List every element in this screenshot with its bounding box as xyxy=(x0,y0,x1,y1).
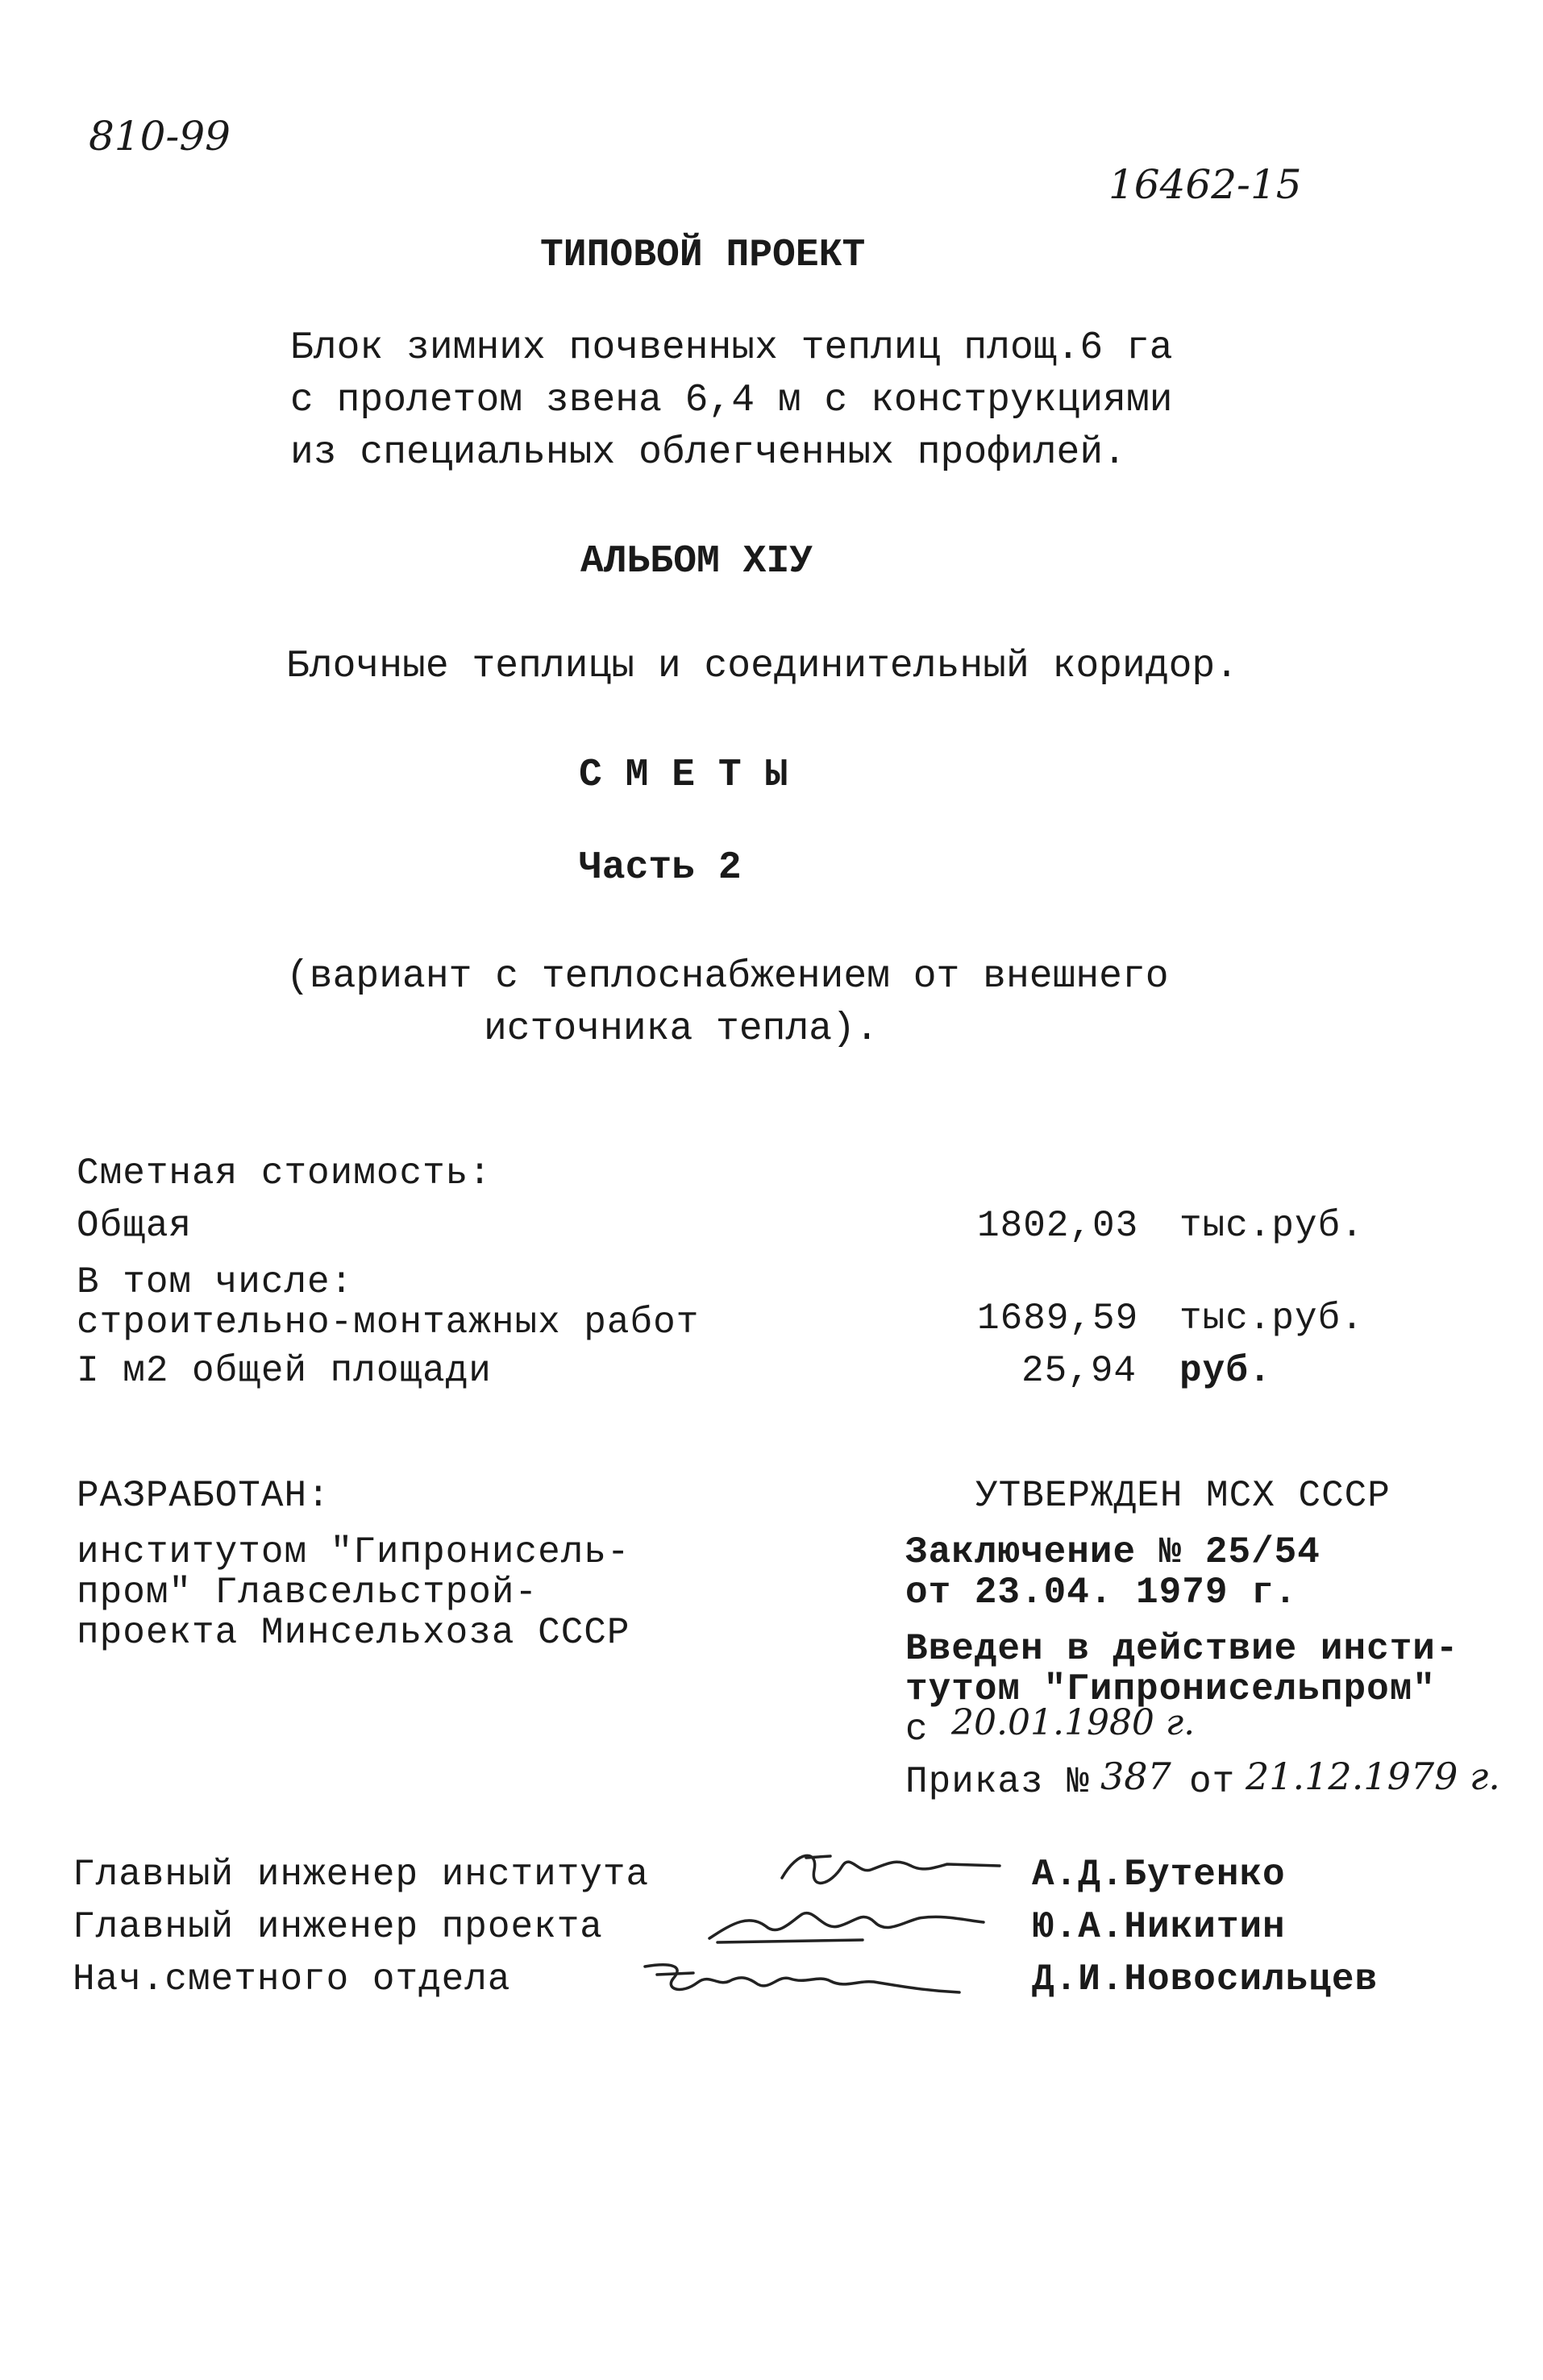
signatory-name-2: Ю.А.Никитин xyxy=(1032,1906,1286,1948)
introduced-since-date: 20.01.1980 г. xyxy=(951,1702,1196,1743)
introduced-since-prefix: с xyxy=(905,1709,929,1751)
signature-1 xyxy=(774,1842,1008,1898)
cost-heading: Сметная стоимость: xyxy=(77,1153,492,1194)
introduced-line-2: тутом "Гипронисельпром" xyxy=(905,1668,1436,1710)
cost-smr-label: строительно-монтажных работ xyxy=(77,1302,700,1344)
order-date: 21.12.1979 г. xyxy=(1246,1755,1500,1798)
album-subject: Блочные теплицы и соединительный коридор. xyxy=(286,645,1238,688)
developed-line-1: институтом "Гипронисель- xyxy=(77,1531,630,1573)
signature-2 xyxy=(701,1898,992,1954)
cost-total-value: 1802,03 xyxy=(977,1205,1139,1247)
developed-line-3: проекта Минсельхоза СССР xyxy=(77,1612,630,1654)
cost-m2-unit: руб. xyxy=(1179,1350,1272,1392)
introduced-line-1: Введен в действие инсти- xyxy=(905,1628,1459,1670)
document-title: ТИПОВОЙ ПРОЕКТ xyxy=(540,234,866,277)
order-number: 387 xyxy=(1100,1755,1171,1798)
signatory-name-1: А.Д.Бутенко xyxy=(1032,1854,1286,1896)
part-number: Часть 2 xyxy=(579,846,742,890)
signatory-role-3: Нач.сметного отдела xyxy=(73,1958,511,2000)
approved-conclusion: Заключение № 25/54 xyxy=(905,1531,1320,1573)
estimates-heading: С М Е Т Ы xyxy=(579,754,788,797)
approved-date: от 23.04. 1979 г. xyxy=(905,1572,1298,1614)
variant-line-1: (вариант с теплоснабжением от внешнего xyxy=(286,955,1169,999)
signature-3 xyxy=(637,1950,967,2007)
developed-line-2: пром" Главсельстрой- xyxy=(77,1572,539,1614)
cost-smr-unit: тыс.руб. xyxy=(1179,1298,1364,1340)
cost-total-unit: тыс.руб. xyxy=(1179,1205,1364,1247)
order-prefix: Приказ № xyxy=(905,1761,1090,1803)
developed-heading: РАЗРАБОТАН: xyxy=(77,1475,331,1517)
cost-including: В том числе: xyxy=(77,1261,354,1303)
cost-m2-label: I м2 общей площади xyxy=(77,1350,492,1392)
description-line-1: Блок зимних почвенных теплиц площ.6 га xyxy=(290,326,1173,370)
cost-smr-value: 1689,59 xyxy=(977,1298,1139,1340)
cost-total-label: Общая xyxy=(77,1205,193,1247)
approved-heading: УТВЕРЖДЕН МСХ СССР xyxy=(975,1475,1391,1517)
cost-m2-value: 25,94 xyxy=(1021,1350,1137,1392)
description-line-2: с пролетом звена 6,4 м с конструкциями xyxy=(290,379,1173,422)
album-number: АЛЬБОМ XIУ xyxy=(580,540,813,584)
handwritten-number-right: 16462-15 xyxy=(1108,161,1302,208)
description-line-3: из специальных облегченных профилей. xyxy=(290,431,1126,475)
signatory-name-3: Д.И.Новосильцев xyxy=(1032,1958,1379,2000)
signatory-role-1: Главный инженер института xyxy=(73,1854,650,1896)
variant-line-2: источника тепла). xyxy=(484,1007,879,1051)
handwritten-number-left: 810-99 xyxy=(89,113,231,160)
signatory-role-2: Главный инженер проекта xyxy=(73,1906,603,1948)
order-from: от xyxy=(1189,1761,1236,1803)
